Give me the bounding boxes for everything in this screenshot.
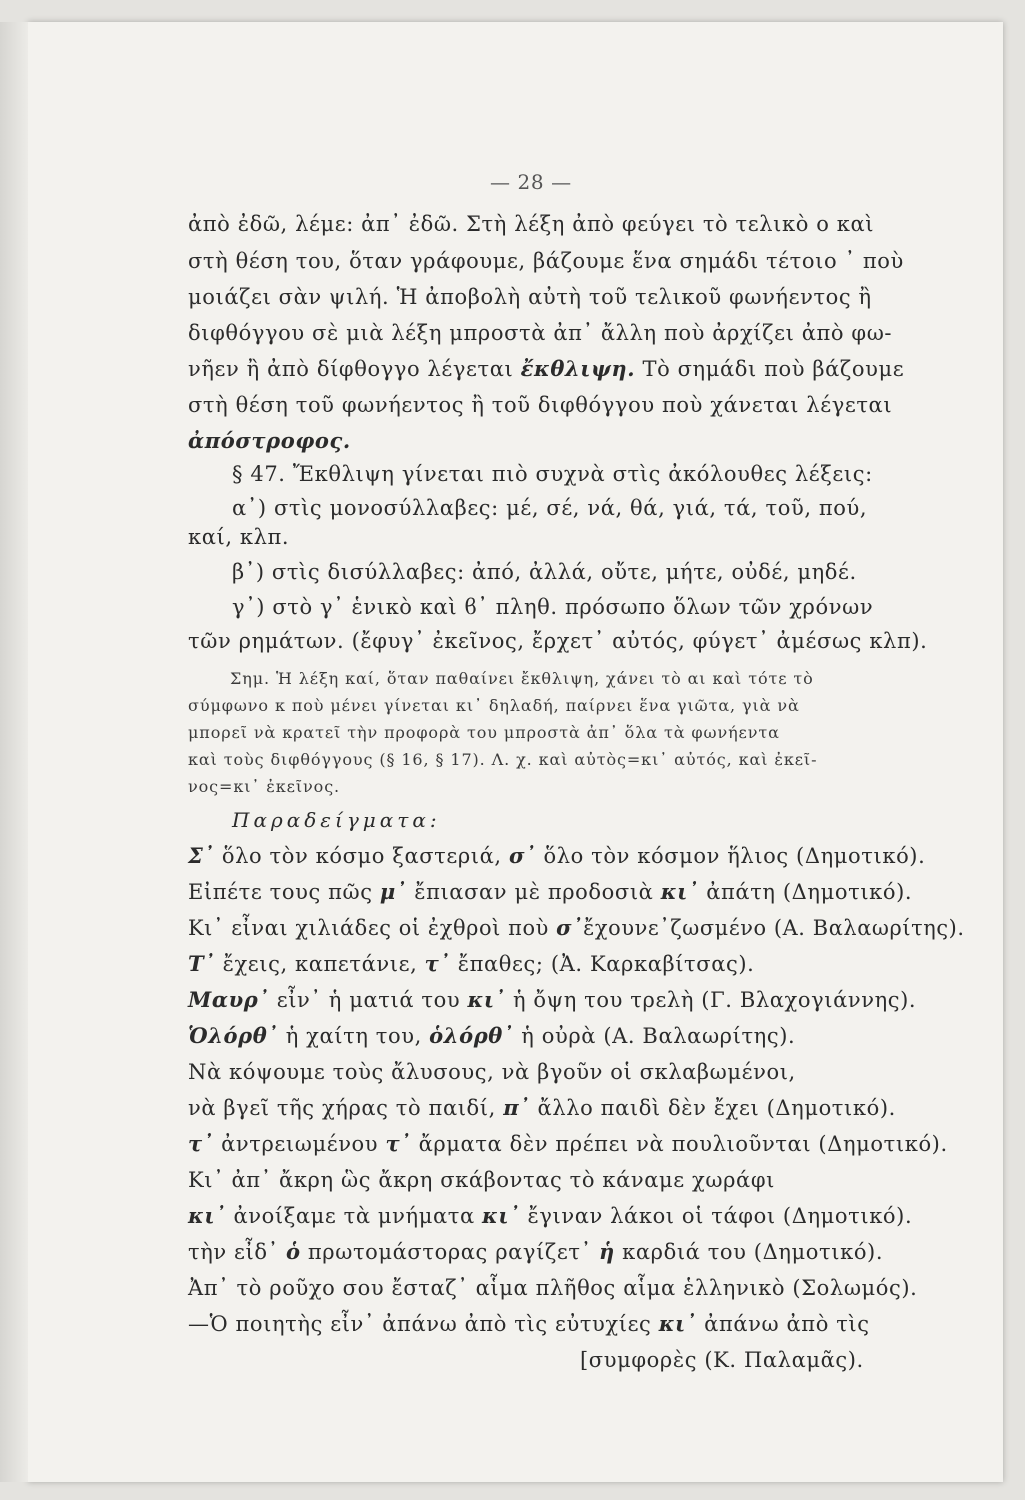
elided-word: κι᾽ (658, 1311, 697, 1336)
elided-word: Ὁλόρθ᾽ (188, 1023, 279, 1048)
example-line (188, 914, 965, 942)
text-run: πρωτομάστορας ραγίζετ᾽ (300, 1240, 599, 1264)
example-line (188, 950, 754, 978)
elided-word: κι᾽ (482, 1203, 521, 1228)
text-run: ὅλο τὸν κόσμον ἥλιος (Δημοτικό). (536, 844, 926, 868)
elided-word: Μαυρ᾽ (188, 987, 270, 1012)
paragraph-line (188, 427, 351, 455)
text-run: ἄρματα δὲν πρέπει νὰ πουλιοῦνται (Δημοτικό). (411, 1132, 948, 1156)
example-line (188, 842, 925, 870)
text-run: Τὸ σημάδι ποὺ βάζουμε (635, 357, 905, 381)
section-line: β᾽) στὶς δισύλλαβες: ἀπό, ἀλλά, οὔτε, μήτε, οὐδέ, μηδέ. (232, 560, 857, 584)
text-run: ἀπάνω ἀπὸ τὶς (696, 1312, 870, 1336)
example-line (188, 1094, 896, 1122)
text-run: ἡ οὐρὰ (Α. Βαλαωρίτης). (513, 1024, 796, 1048)
text-run: ἡ χαίτη του, (278, 1024, 430, 1048)
paragraph-line (188, 355, 904, 383)
note-line: καὶ τοὺς διφθόγγους (§ 16, § 17). Λ. χ. καὶ αὐτὸς=κι᾽ αὐτός, καὶ ἐκεῖ- (188, 750, 818, 769)
text-run: εἶν᾽ ἡ ματιά του (269, 988, 468, 1012)
text-run: ἔχεις, καπετάνιε, (215, 952, 425, 976)
note-line: μπορεῖ νὰ κρατεῖ τὴν προφορὰ του μπροστὰ ἀπ᾽ ὅλα τὰ φωνήεντα (188, 723, 780, 742)
section-heading: § 47. Ἔκθλιψη γίνεται πιὸ συχνὰ στὶς ἀκόλουθες λέξεις: (232, 462, 873, 486)
elided-word: ὁ (285, 1239, 301, 1264)
section-line: γ᾽) στὸ γ᾽ ἑνικὸ καὶ ϐ᾽ πληθ. πρόσωπο ὅλων τῶν χρόνων (232, 595, 874, 619)
text-run: νῆεν ἢ ἀπὸ δίφθογγο λέγεται (188, 357, 521, 381)
section-line: α᾽) στὶς μονοσύλλαβες: μέ, σέ, νά, θά, γιά, τά, τοῦ, πού, (232, 496, 868, 520)
note-line: νος=κι᾽ ἐκεῖνος. (188, 777, 341, 796)
text-run: ἔπαθες; (Ἀ. Καρκαβίτσας). (450, 952, 755, 976)
example-line (188, 878, 912, 906)
example-line (188, 1238, 883, 1266)
text-run: τὴν εἶδ᾽ (188, 1240, 286, 1264)
elided-word: ἡ (598, 1239, 615, 1264)
text-run: ἔπιασαν μὲ προδοσιὰ (406, 880, 661, 904)
elided-word: ὁλόρθ᾽ (429, 1023, 514, 1048)
section-line: τῶν ρημάτων. (ἔφυγ᾽ ἐκεῖνος, ἔρχετ᾽ αὐτός, φύγετ᾽ ἀμέσως κλπ). (188, 629, 928, 653)
text-run: ἀπάτη (Δημοτικό). (698, 880, 913, 904)
text-run: ἡ ὄψη του τρελὴ (Γ. Βλαχογιάννης). (505, 988, 917, 1012)
elided-word: τ᾽ (424, 951, 451, 976)
note-line: σύμφωνο κ ποὺ μένει γίνεται κι᾽ δηλαδή, παίρνει ἕνα γιῶτα, γιὰ νὰ (188, 696, 800, 715)
section-line: καί, κλπ. (188, 525, 290, 549)
elided-word: π᾽ (503, 1095, 531, 1120)
paragraph-line: στὴ θέση τοῦ φωνήεντος ἢ τοῦ διφθόγγου ποὺ χάνεται λέγεται (188, 393, 893, 417)
note-line: Σημ. Ἡ λέξη καί, ὅταν παθαίνει ἔκθλιψη, χάνει τὸ αι καὶ τότε τὸ (230, 669, 814, 688)
elided-word: σ᾽ (508, 843, 537, 868)
example-line: [συμφορὲς (Κ. Παλαμᾶς). (580, 1348, 864, 1372)
example-line (188, 1130, 948, 1158)
paragraph-line: διφθόγγου σὲ μιὰ λέξη μπροστὰ ἀπ᾽ ἄλλη ποὺ ἀρχίζει ἀπὸ φω- (188, 321, 893, 345)
example-line: Νὰ κόψουμε τοὺς ἄλυσους, νὰ βγοῦν οἱ σκλαβωμένοι, (188, 1060, 796, 1084)
example-line: Ἀπ᾽ τὸ ροῦχο σου ἔσταζ᾽ αἷμα πλῆθος αἷμα ἑλληνικὸ (Σολωμός). (188, 1276, 918, 1300)
elided-word: Τ᾽ (188, 951, 216, 976)
example-line: Κι᾽ ἀπ᾽ ἄκρη ὣς ἄκρη σκάβοντας τὸ κάναμε χωράφι (188, 1168, 775, 1192)
text-run: καρδιά του (Δημοτικό). (614, 1240, 884, 1264)
text-run: ἀνοίξαμε τὰ μνήματα (226, 1204, 483, 1228)
elided-word: Σ᾽ (188, 843, 215, 868)
text-run: Κι᾽ εἶναι χιλιάδες οἱ ἐχθροὶ ποὺ (188, 916, 557, 940)
elided-word: σ᾽ (556, 915, 584, 940)
elided-word: κι᾽ (660, 879, 699, 904)
examples-heading: Παραδείγματα: (232, 808, 441, 832)
elided-word: μ᾽ (379, 879, 407, 904)
paragraph-line: ἀπὸ ἐδῶ, λέμε: ἀπ᾽ ἐδῶ. Στὴ λέξη ἀπὸ φεύγει τὸ τελικὸ ο καὶ (188, 212, 875, 236)
term-apostrofos: ἀπόστροφος. (188, 428, 351, 453)
term-ekthlipsi: ἔκθλιψη. (520, 356, 636, 381)
paragraph-line: στὴ θέση του, ὅταν γράφουμε, βάζουμε ἕνα σημάδι τέτοιο ᾽ ποὺ (188, 249, 904, 273)
elided-word: κι᾽ (467, 987, 506, 1012)
text-run: ἄλλο παιδὶ δὲν ἔχει (Δημοτικό). (530, 1096, 896, 1120)
paragraph-line: μοιάζει σὰν ψιλή. Ἡ ἀποβολὴ αὐτὴ τοῦ τελικοῦ φωνήεντος ἢ (188, 285, 872, 309)
text-run: νὰ βγεῖ τῆς χήρας τὸ παιδί, (188, 1096, 504, 1120)
page-number: — 28 — (490, 170, 572, 194)
elided-word: τ᾽ (385, 1131, 412, 1156)
elided-word: κι᾽ (188, 1203, 227, 1228)
example-line (188, 986, 916, 1014)
text-run: ἀντρειωμένου (213, 1132, 386, 1156)
text-run: Εἰπέτε τους πῶς (188, 880, 380, 904)
text-run: ἔχουνε᾽ζωσμένο (Α. Βαλαωρίτης). (583, 916, 965, 940)
example-line (188, 1202, 912, 1230)
text-run: ὅλο τὸν κόσμο ξαστεριά, (214, 844, 509, 868)
example-line (188, 1310, 870, 1338)
text-run: —Ὁ ποιητὴς εἶν᾽ ἀπάνω ἀπὸ τὶς εὐτυχίες (188, 1312, 659, 1336)
elided-word: τ᾽ (188, 1131, 214, 1156)
text-run: ἔγιναν λάκοι οἱ τάφοι (Δημοτικό). (520, 1204, 913, 1228)
example-line (188, 1022, 795, 1050)
